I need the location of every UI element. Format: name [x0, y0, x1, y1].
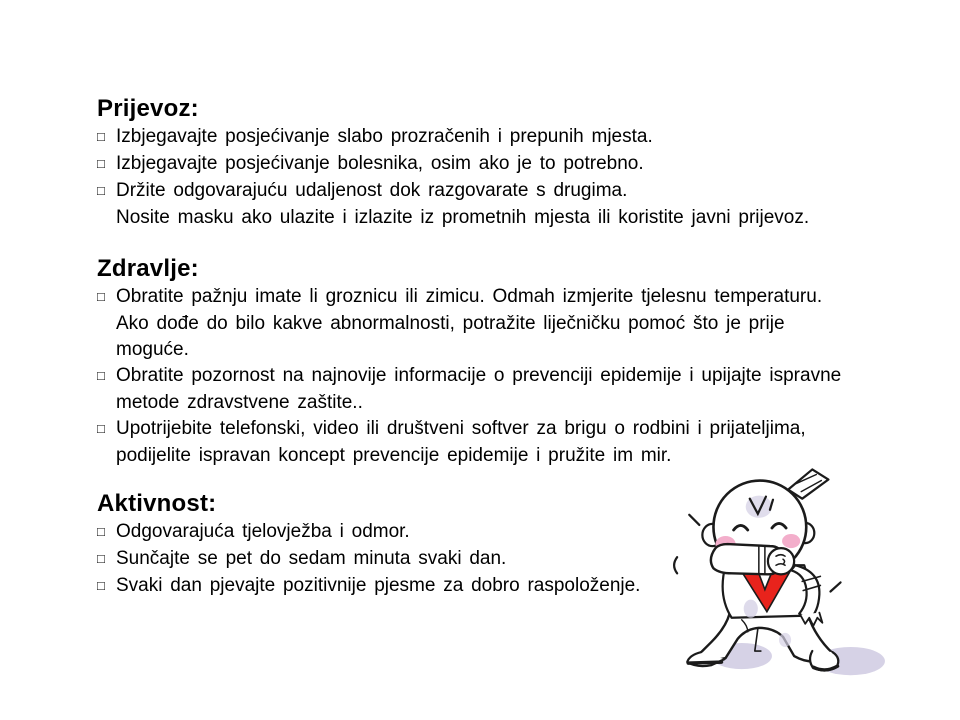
bullet-square-icon: □: [97, 156, 105, 171]
line-text: Svaki dan pjevajte pozitivnije pjesme za dobro raspoloženje.: [116, 575, 641, 596]
continuation-line: [97, 337, 841, 363]
bullet-square-icon: □: [97, 129, 105, 144]
continuation-line: [97, 311, 841, 337]
bullet-line: [97, 284, 841, 311]
section-prijevoz: [97, 94, 841, 231]
section-heading: Aktivnost:: [97, 490, 217, 517]
line-text: Izbjegavajte posjećivanje bolesnika, osim ako je to potrebno.: [116, 153, 644, 174]
bullet-square-icon: □: [97, 368, 105, 383]
line-text: Obratite pozornost na najnovije informacije o prevenciji epidemije i upijajte ispravne: [116, 365, 842, 386]
line-text: Ako dođe do bilo kakve abnormalnosti, potražite liječničku pomoć što je prije: [116, 313, 785, 334]
child-coughing-illustration: [661, 468, 893, 716]
line-text: Sunčajte se pet do sedam minuta svaki dan.: [116, 548, 507, 569]
bullet-line: [97, 363, 841, 390]
line-text: Držite odgovarajuću udaljenost dok razgovarate s drugima.: [116, 180, 628, 201]
section-heading: Prijevoz:: [97, 95, 199, 122]
body-shading: [779, 633, 791, 647]
continuation-line: [97, 205, 841, 231]
body-shading: [744, 600, 758, 618]
bullet-square-icon: □: [97, 183, 105, 198]
line-text: moguće.: [116, 339, 189, 360]
bullet-line: [97, 416, 841, 443]
line-text: Upotrijebite telefonski, video ili društveni softver za brigu o rodbini i prijateljima,: [116, 418, 806, 439]
line-text: Nosite masku ako ulazite i izlazite iz prometnih mjesta ili koristite javni prijevoz.: [116, 207, 810, 228]
bullet-line: [97, 151, 841, 178]
bullet-square-icon: □: [97, 524, 105, 539]
bullet-line: [97, 178, 841, 205]
continuation-line: [97, 443, 841, 469]
section-heading: Zdravlje:: [97, 255, 199, 282]
right-cheek: [782, 534, 800, 548]
bullet-square-icon: □: [97, 421, 105, 436]
continuation-line: [97, 390, 841, 416]
bullet-square-icon: □: [97, 578, 105, 593]
line-text: Izbjegavajte posjećivanje slabo prozračenih i prepunih mjesta.: [116, 126, 653, 147]
line-text: Obratite pažnju imate li groznicu ili zimicu. Odmah izmjerite tjelesnu temperaturu.: [116, 286, 823, 307]
line-text: metode zdravstvene zaštite..: [116, 392, 363, 413]
line-text: podijelite ispravan koncept prevencije epidemije i pružite im mir.: [116, 445, 672, 466]
bullet-square-icon: □: [97, 551, 105, 566]
arm-over-mouth: [711, 544, 794, 574]
bullet-square-icon: □: [97, 289, 105, 304]
section-zdravlje: [97, 254, 841, 469]
line-text: Odgovarajuća tjelovježba i odmor.: [116, 521, 410, 542]
bullet-line: [97, 124, 841, 151]
